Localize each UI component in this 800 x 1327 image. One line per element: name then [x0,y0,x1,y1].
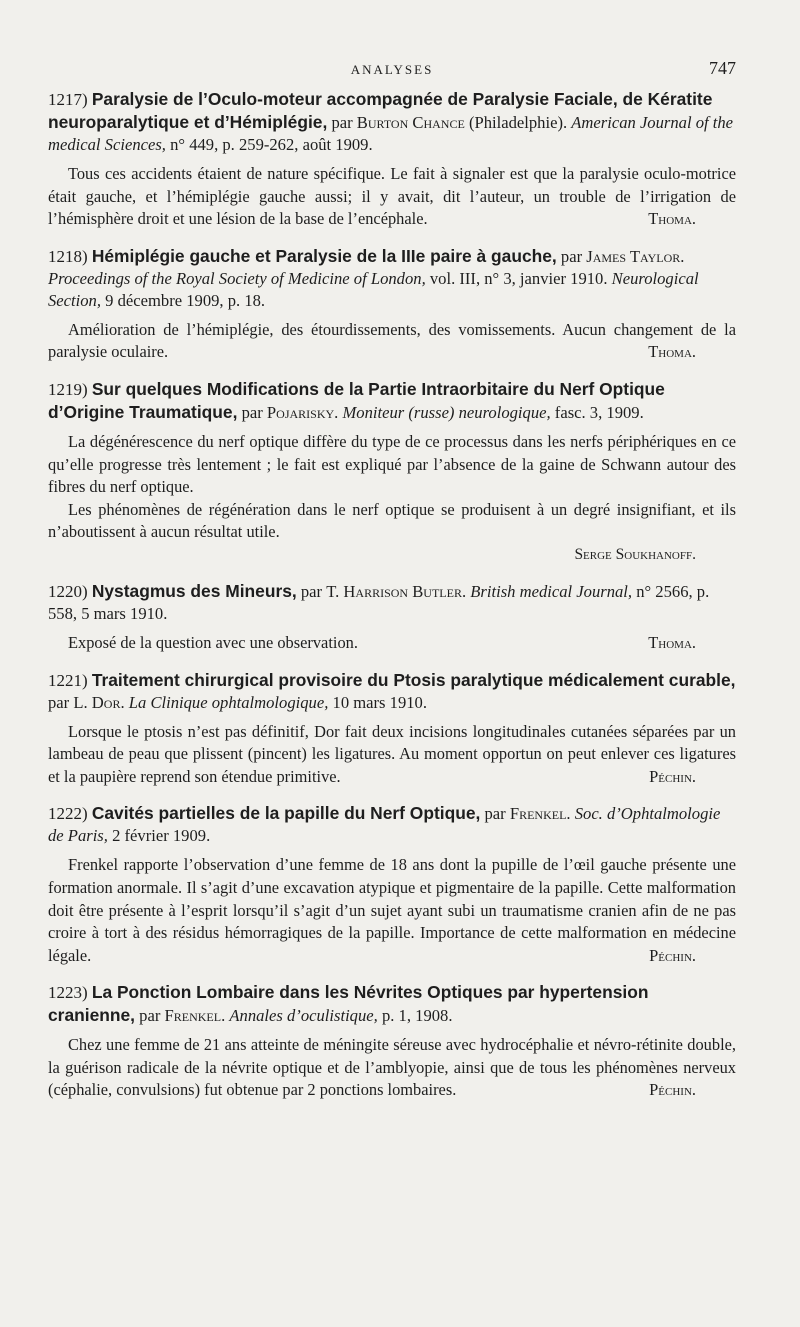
entry-place: (Philadelphie). [468,113,568,132]
entry-title: Nystagmus des Mineurs, [91,580,297,601]
entry-title: Paralysie de l’Oculo-moteur accompagnée de Paralysie Faciale, de Kératite neuroparalytique et d’Hémiplégie, [48,89,713,132]
entry-signature: Péchin. [649,766,696,786]
entry-paragraph [48,632,736,655]
entry-details: n° 449, p. 259-262, août 1909. [170,135,373,154]
entry-title: Hémiplégie gauche et Paralysie de la IIIe paire à gauche, [91,245,557,266]
entry-author: Pojarisky. [266,402,339,422]
entry-heading [48,981,736,1027]
entry-details: fasc. 3, 1909. [554,402,644,422]
entry-title: Traitement chirurgical provisoire du Ptosis paralytique médicalement curable, [91,669,736,690]
entry-number: 1217) [48,90,88,109]
entry-paragraph [48,319,736,364]
entry-signature: Péchin. [649,945,696,965]
entry-signature: Serge Soukhanoff. [574,545,696,563]
entry-title: Sur quelques Modifications de la Partie Intraorbitaire du Nerf Optique d’Origine Traumatique, [48,378,665,422]
entry-paragraph [48,1034,736,1102]
entry-details: 10 mars 1910. [332,692,427,712]
entry-source: La Clinique ophtalmologique, [128,692,329,712]
entry-source: Moniteur (russe) neurologique, [342,402,551,422]
abstract-entry [48,981,736,1102]
entry-source-secondary: Neurological Section, [48,268,699,310]
entry-heading [48,378,736,424]
entry-author: Frenkel. [164,1006,226,1026]
entry-signature: Thoma. [648,342,696,362]
entry-number: 1218) [48,246,88,266]
abstract-entry [48,669,736,789]
page-number: 747 [709,58,736,78]
entry-paragraph [48,721,736,789]
entry-signature: Thoma. [648,209,696,229]
abstract-entry [48,245,736,364]
entry-details: n° 2566, p. 558, 5 mars 1910. [48,581,710,623]
entry-paragraph: Les phénomènes de régénération dans le nerf optique se produisent à un degré insignifiant, et ils n’aboutissent à aucun résultat utile. [48,499,736,542]
entry-number: 1221) [48,670,88,690]
entry-author: Burton Chance [356,113,465,132]
entry-signature: Thoma. [648,632,696,652]
paragraph-text: Frenkel rapporte l’observation d’une femme de 18 ans dont la pupille de l’œil gauche présente une formation anormale. Il s’agit d’une excavation atypique et pigmentaire de la papille. Cette malformation doit être présente à l’esprit lorsqu’il s’agit d’un sujet ayant subi un traumatisme cranien afin de ne pas croire à tort à des résidus hémorragiques de la papille. Importance de cette malformation en médecine légale. [48,855,736,965]
entry-source: Proceedings of the Royal Society of Medicine of London, [48,268,426,288]
par-word: par [484,804,506,824]
paragraph-text: Amélioration de l’hémiplégie, des étourdissements, des vomissements. Aucun changement de la paralysie oculaire. [48,319,736,362]
entry-source: British medical Journal, [470,581,633,601]
entry-title: Cavités partielles de la papille du Nerf Optique, [91,803,481,824]
entry-author: L. Dor. [73,692,125,712]
entry-source: Annales d’oculistique, [229,1006,378,1026]
abstract-entry [48,378,736,566]
paragraph-text: Chez une femme de 21 ans atteinte de méningite séreuse avec hydrocéphalie et névro-rétinite double, la guérison radicale de la névrite optique et de l’amblyopie, ainsi que de tous les phénomènes nerveux (céphalie, convulsions) fut obtenue par 2 ponctions lombaires. [48,1035,736,1100]
entry-signature: Péchin. [649,1080,696,1100]
running-title: ANALYSES [350,62,434,77]
entry-heading [48,88,736,156]
par-word: par [48,692,70,712]
entry-author: T. Harrison Butler. [326,581,467,601]
abstract-entry [48,802,736,967]
entry-author: James Taylor. [586,246,685,266]
entry-number: 1220) [48,581,88,601]
entry-details: 2 février 1909. [112,826,211,846]
entry-source: American Journal of the medical Sciences, [48,113,734,154]
entry-heading [48,245,736,312]
entry-author: Frenkel. [509,804,571,824]
page [48,58,736,1116]
entry-number: 1222) [48,804,88,824]
entry-heading [48,669,736,714]
entry-details: vol. III, n° 3, janvier 1910. [429,268,608,288]
entry-number: 1223) [48,983,88,1003]
entry-details: p. 1, 1908. [381,1006,453,1026]
entry-number: 1219) [48,379,88,399]
par-word: par [560,246,583,266]
paragraph-text: Exposé de la question avec une observation. [68,632,358,652]
entry-paragraph [48,854,736,967]
entry-heading [48,580,736,625]
paragraph-text: Lorsque le ptosis n’est pas définitif, Dor fait deux incisions longitudinales cutanées séparées par un lambeau de peau que plissent (pincent) les ligatures. Au moment opportun on peut enlever ces ligatures et la paupière reprend son étendue primitive. [48,721,736,786]
abstract-entry [48,580,736,655]
entry-title: La Ponction Lombaire dans les Névrites Optiques par hypertension cranienne, [48,982,649,1026]
par-word: par [241,402,263,422]
par-word: par [139,1006,161,1026]
par-word: par [331,113,353,132]
entry-heading [48,802,736,847]
par-word: par [300,581,323,601]
page-header [48,58,736,88]
abstract-entry [48,88,736,231]
paragraph-text: Tous ces accidents étaient de nature spécifique. Le fait à signaler est que la paralysie oculo-motrice était gauche, et l’hémiplégie gauche aussi; il y avait, dit l’auteur, un trouble de l’irrigation de l’hémisphère droit et une lésion de la base de l’encéphale. [48,164,736,229]
entry-paragraph: La dégénérescence du nerf optique diffère du type de ce processus dans les nerfs périphériques en ce qu’elle progresse très lentement ; le fait est expliqué par l’absence de la gaine de Schwann autour des fibres du nerf optique. [48,431,736,497]
entry-details-secondary: 9 décembre 1909, p. 18. [105,290,266,310]
entry-source: Soc. d’Ophtalmologie de Paris, [48,804,721,846]
entry-paragraph [48,163,736,231]
